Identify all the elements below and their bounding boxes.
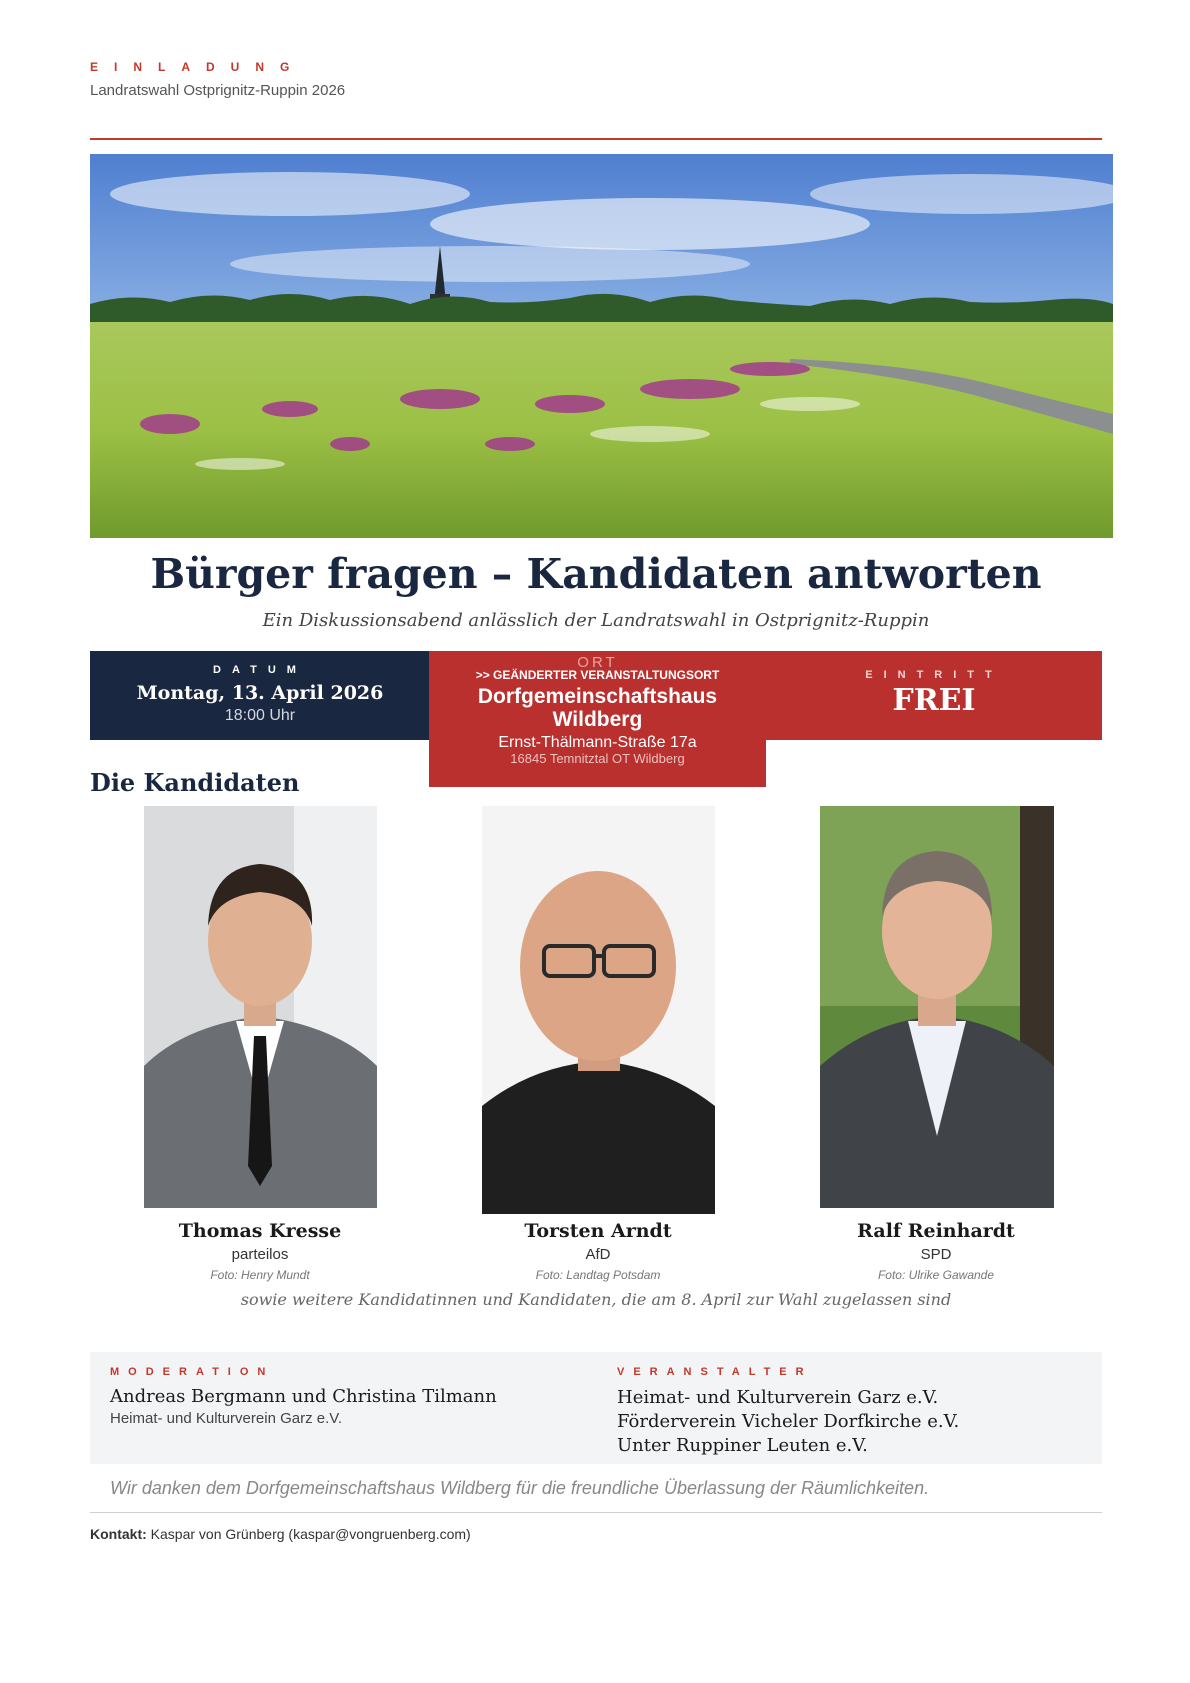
candidate-party: parteilos bbox=[231, 1246, 289, 1263]
venue-box bbox=[429, 651, 766, 787]
candidate-name: Ralf Reinhardt bbox=[857, 1220, 1015, 1242]
moderation-section bbox=[110, 1366, 570, 1427]
contact-line bbox=[90, 1526, 471, 1542]
admission-box bbox=[766, 651, 1102, 740]
contact-value: Kaspar von Grünberg (kaspar@vongruenberg.com) bbox=[150, 1526, 471, 1542]
organizer-section bbox=[617, 1366, 1087, 1458]
organizer-list bbox=[617, 1386, 1087, 1458]
photo-credit: Foto: Ulrike Gawande bbox=[877, 1268, 995, 1282]
moderation-names: Andreas Bergmann und Christina Tilmann bbox=[110, 1386, 497, 1407]
admission-value: FREI bbox=[892, 683, 976, 718]
venue-name-line1: Dorfgemeinschaftshaus bbox=[477, 685, 718, 708]
candidate-name: Thomas Kresse bbox=[178, 1220, 342, 1242]
organizers-box bbox=[90, 1352, 1102, 1464]
venue-label: ORT bbox=[577, 654, 618, 671]
event-time: 18:00 Uhr bbox=[224, 707, 296, 724]
candidate-photo bbox=[820, 806, 1054, 1208]
more-candidates-note: sowie weitere Kandidatinnen und Kandidaten, die am 8. April zur Wahl zugelassen sind bbox=[240, 1290, 952, 1309]
thanks-note: Wir danken dem Dorfgemeinschaftshaus Wildberg für die freundliche Überlassung der Räumlichkeiten. bbox=[110, 1478, 930, 1498]
event-date: Montag, 13. April 2026 bbox=[136, 682, 384, 704]
photo-credit: Foto: Landtag Potsdam bbox=[535, 1268, 661, 1282]
candidate-card bbox=[110, 806, 410, 1282]
venue-street: Ernst-Thälmann-Straße 17a bbox=[498, 734, 697, 751]
moderation-label: MODERATION bbox=[110, 1366, 275, 1378]
candidates-title: Die Kandidaten bbox=[90, 768, 300, 797]
moderation-org: Heimat- und Kulturverein Garz e.V. bbox=[110, 1410, 343, 1427]
hero-landscape-image bbox=[90, 154, 1113, 538]
organizer-item: Unter Ruppiner Leuten e.V. bbox=[617, 1435, 868, 1456]
contact-label: Kontakt: bbox=[90, 1526, 147, 1542]
event-title: Bürger fragen – Kandidaten antworten bbox=[150, 550, 1042, 598]
header-divider bbox=[90, 138, 1102, 140]
event-subtitle: Ein Diskussionsabend anlässlich der Landratswahl in Ostprignitz-Ruppin bbox=[262, 610, 930, 631]
candidate-party: SPD bbox=[920, 1246, 952, 1263]
venue-city: 16845 Temnitztal OT Wildberg bbox=[510, 751, 685, 766]
organizer-item: Heimat- und Kulturverein Garz e.V. bbox=[617, 1387, 939, 1408]
organizer-label: VERANSTALTER bbox=[617, 1366, 813, 1378]
candidate-name: Torsten Arndt bbox=[524, 1220, 672, 1242]
organizer-item: Förderverein Vicheler Dorfkirche e.V. bbox=[617, 1411, 960, 1432]
candidate-photo bbox=[482, 806, 715, 1214]
candidate-photo bbox=[144, 806, 377, 1208]
invitation-kicker: EINLADUNG bbox=[90, 60, 306, 74]
footer-divider bbox=[90, 1512, 1102, 1513]
candidate-party: AfD bbox=[585, 1246, 611, 1263]
candidate-card bbox=[786, 806, 1086, 1282]
date-label: DATUM bbox=[213, 664, 307, 676]
venue-change-notice: >> GEÄNDERTER VERANSTALTUNGSORT bbox=[475, 668, 720, 682]
date-box bbox=[90, 651, 430, 740]
photo-credit: Foto: Henry Mundt bbox=[210, 1268, 310, 1282]
invitation-subkicker: Landratswahl Ostprignitz-Ruppin 2026 bbox=[90, 82, 346, 99]
candidate-card bbox=[448, 806, 748, 1282]
admission-label: EINTRITT bbox=[865, 669, 1003, 681]
venue-name-line2: Wildberg bbox=[552, 708, 643, 731]
